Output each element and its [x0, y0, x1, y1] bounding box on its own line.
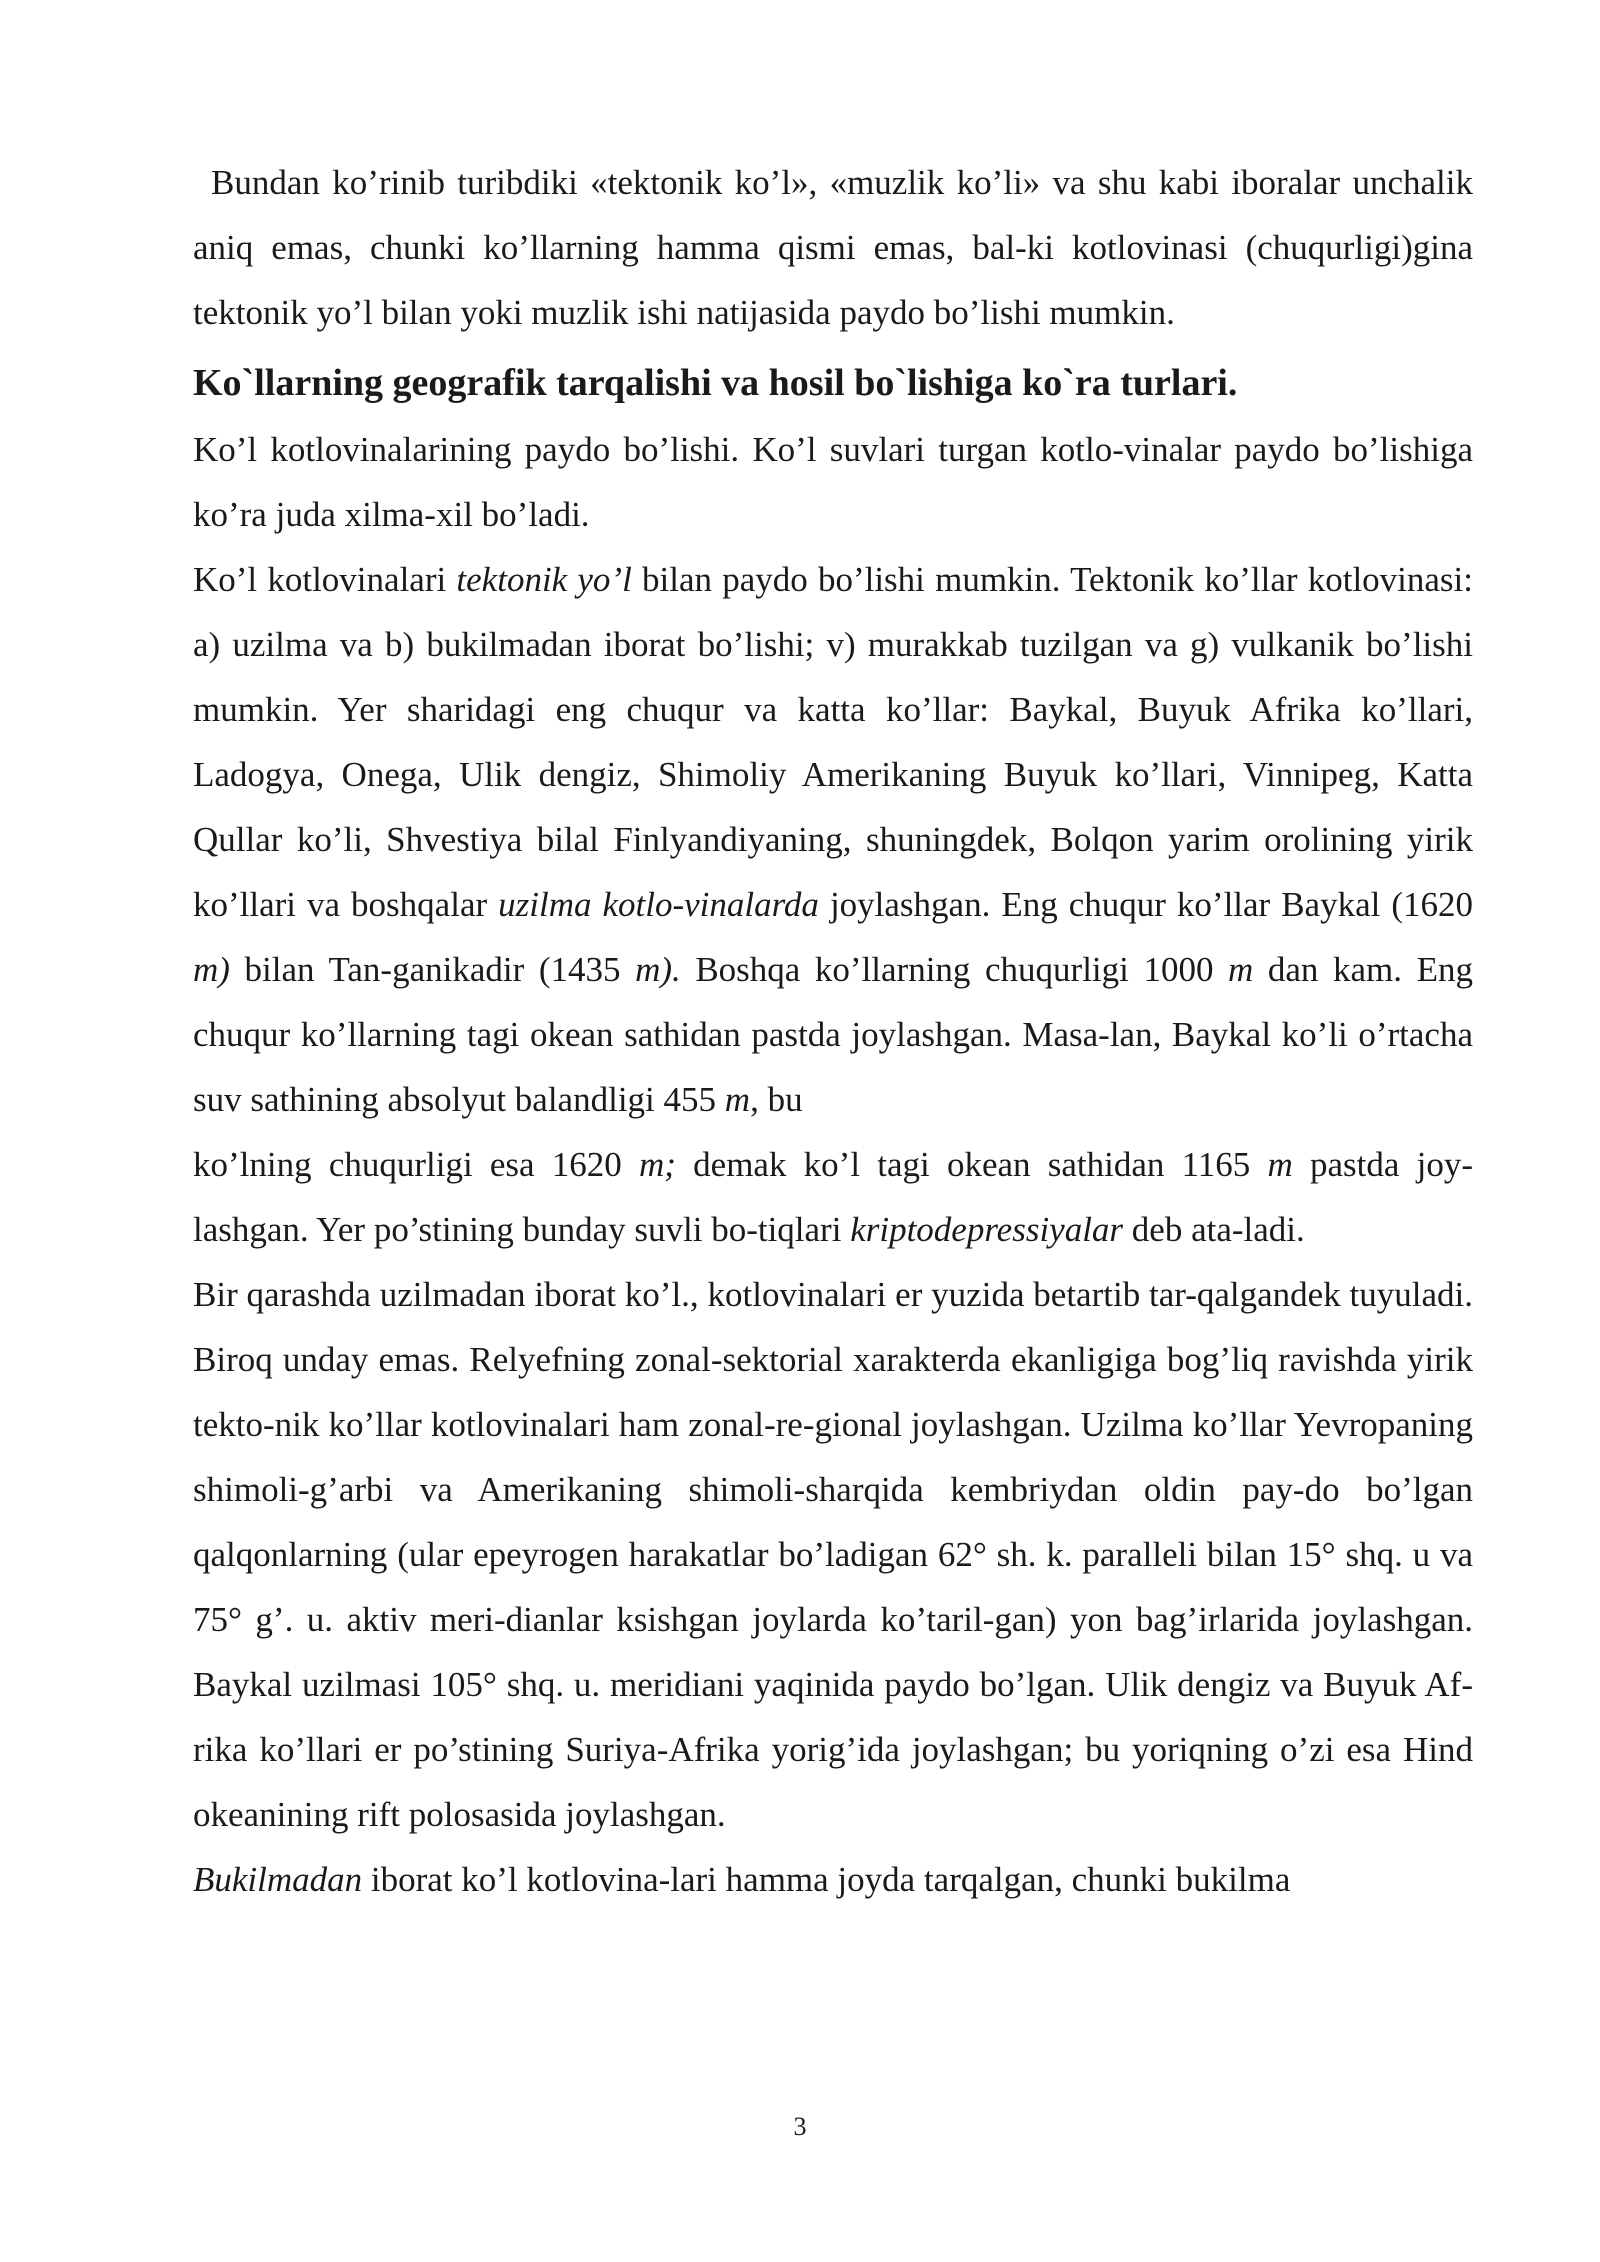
italic-unit: m). [635, 950, 681, 989]
italic-term: uzilma kotlo-vinalarda [498, 885, 819, 924]
section-heading: Ko`llarning geografik tarqalishi va hosil bo`lishiga ko`ra turlari. [193, 362, 1238, 404]
text-run: Boshqa ko’llarning chuqurligi 1000 [680, 950, 1229, 989]
text-run: bilan Tan-ganikadir (1435 [229, 950, 636, 989]
paragraph-intro: Bundan ko’rinib turibdiki «tektonik ko’l», «muzlik ko’li» va shu kabi iboralar unchalik aniq emas, chunki ko’llarning hamma qismi emas, bal-ki kotlovinasi (chuqurligi)gina tektonik yo’l bilan yoki muzlik ishi natijasida paydo bo’lishi mumkin. [193, 163, 1473, 332]
text-run: bilan paydo bo’lishi mumkin. Tektonik ko’llar kotlovinasi: a) uzilma va b) bukilmadan iborat bo’lishi; v) murakkab tuzilgan va g) vulkanik bo’lishi mumkin. Yer sharidagi eng chuqur va katta ko’llar: Baykal, Buyuk Afrika ko’llari, Ladogya, Onega, Ulik dengiz, Shimoliy Amerikaning Buyuk ko’llari, Vinnipeg, Katta Qullar ko’li, Shvestiya bilal Finlyandiyaning, shuningdek, Bolqon yarim orolining yirik ko’llari va boshqalar [193, 560, 1473, 924]
text-run: demak ko’l tagi okean sathidan 1165 [675, 1145, 1268, 1184]
italic-unit: m [724, 1080, 751, 1119]
text-run: iborat ko’l kotlovina-lari hamma joyda tarqalgan, chunki bukilma [362, 1860, 1291, 1899]
italic-unit: m; [639, 1145, 676, 1184]
italic-term: Bukilmadan [193, 1860, 363, 1899]
page-content [193, 150, 1473, 1912]
paragraph-distribution: Bir qarashda uzilmadan iborat ko’l., kotlovinalari er yuzida betartib tar-qalgandek tuyuladi. Biroq unday emas. Relyefning zonal-sektorial xarakterda ekanligiga bog’liq ravishda yirik tekto-nik ko’llar kotlovinalari ham zonal-re-gional joylashgan. Uzilma ko’llar Yevropaning shimoli-g’arbi va Amerikaning shimoli-sharqida kembriydan oldin pay-do bo’lgan qalqonlarning (ular epeyrogen harakatlar bo’ladigan 62° sh. k. paralleli bilan 15° shq. u va 75° g’. u. aktiv meri-dianlar ksishgan joylarda ko’taril-gan) yon bag’irlarida joylashgan. Baykal uzilmasi 105° shq. u. meridiani yaqinida paydo bo’lgan. Ulik dengiz va Buyuk Af-rika ko’llari er po’stining Suriya-Afrika yorig’ida joylashgan; bu yoriqning o’zi esa Hind okeanining rift polosasida joylashgan. [193, 1275, 1473, 1834]
text-run: deb ata-ladi. [1123, 1210, 1305, 1249]
italic-unit: m [1228, 950, 1254, 989]
text-run: , bu [750, 1080, 803, 1119]
text-run: joylashgan. Eng chuqur ko’llar Baykal (1620 [818, 885, 1474, 924]
italic-unit: m) [193, 950, 230, 989]
text-run: ko’lning chuqurligi esa 1620 [193, 1145, 640, 1184]
paragraph-origin: Ko’l kotlovinalarining paydo bo’lishi. Ko’l suvlari turgan kotlo-vinalar paydo bo’lishiga ko’ra juda xilma-xil bo’ladi. [193, 430, 1473, 534]
paragraph-tectonic [193, 547, 1473, 1132]
text-run: Ko’l kotlovinalari [193, 560, 457, 599]
text-run: dan kam. Eng chuqur ko’llarning tagi okean sathidan pastda joylashgan. Masa-lan, Baykal ko’li o’rtacha suv sathining absolyut balandligi 455 [193, 950, 1473, 1119]
text-run: pastda joy-lashgan. Yer po’stining bunday suvli bo-tiqlari [193, 1145, 1473, 1249]
italic-term: kriptodepressiyalar [850, 1210, 1124, 1249]
page-number: 3 [793, 2112, 807, 2141]
paragraph-depth [193, 1132, 1473, 1262]
paragraph-folding [193, 1847, 1473, 1912]
italic-term: tektonik yo’l [456, 560, 632, 599]
italic-unit: m [1267, 1145, 1293, 1184]
